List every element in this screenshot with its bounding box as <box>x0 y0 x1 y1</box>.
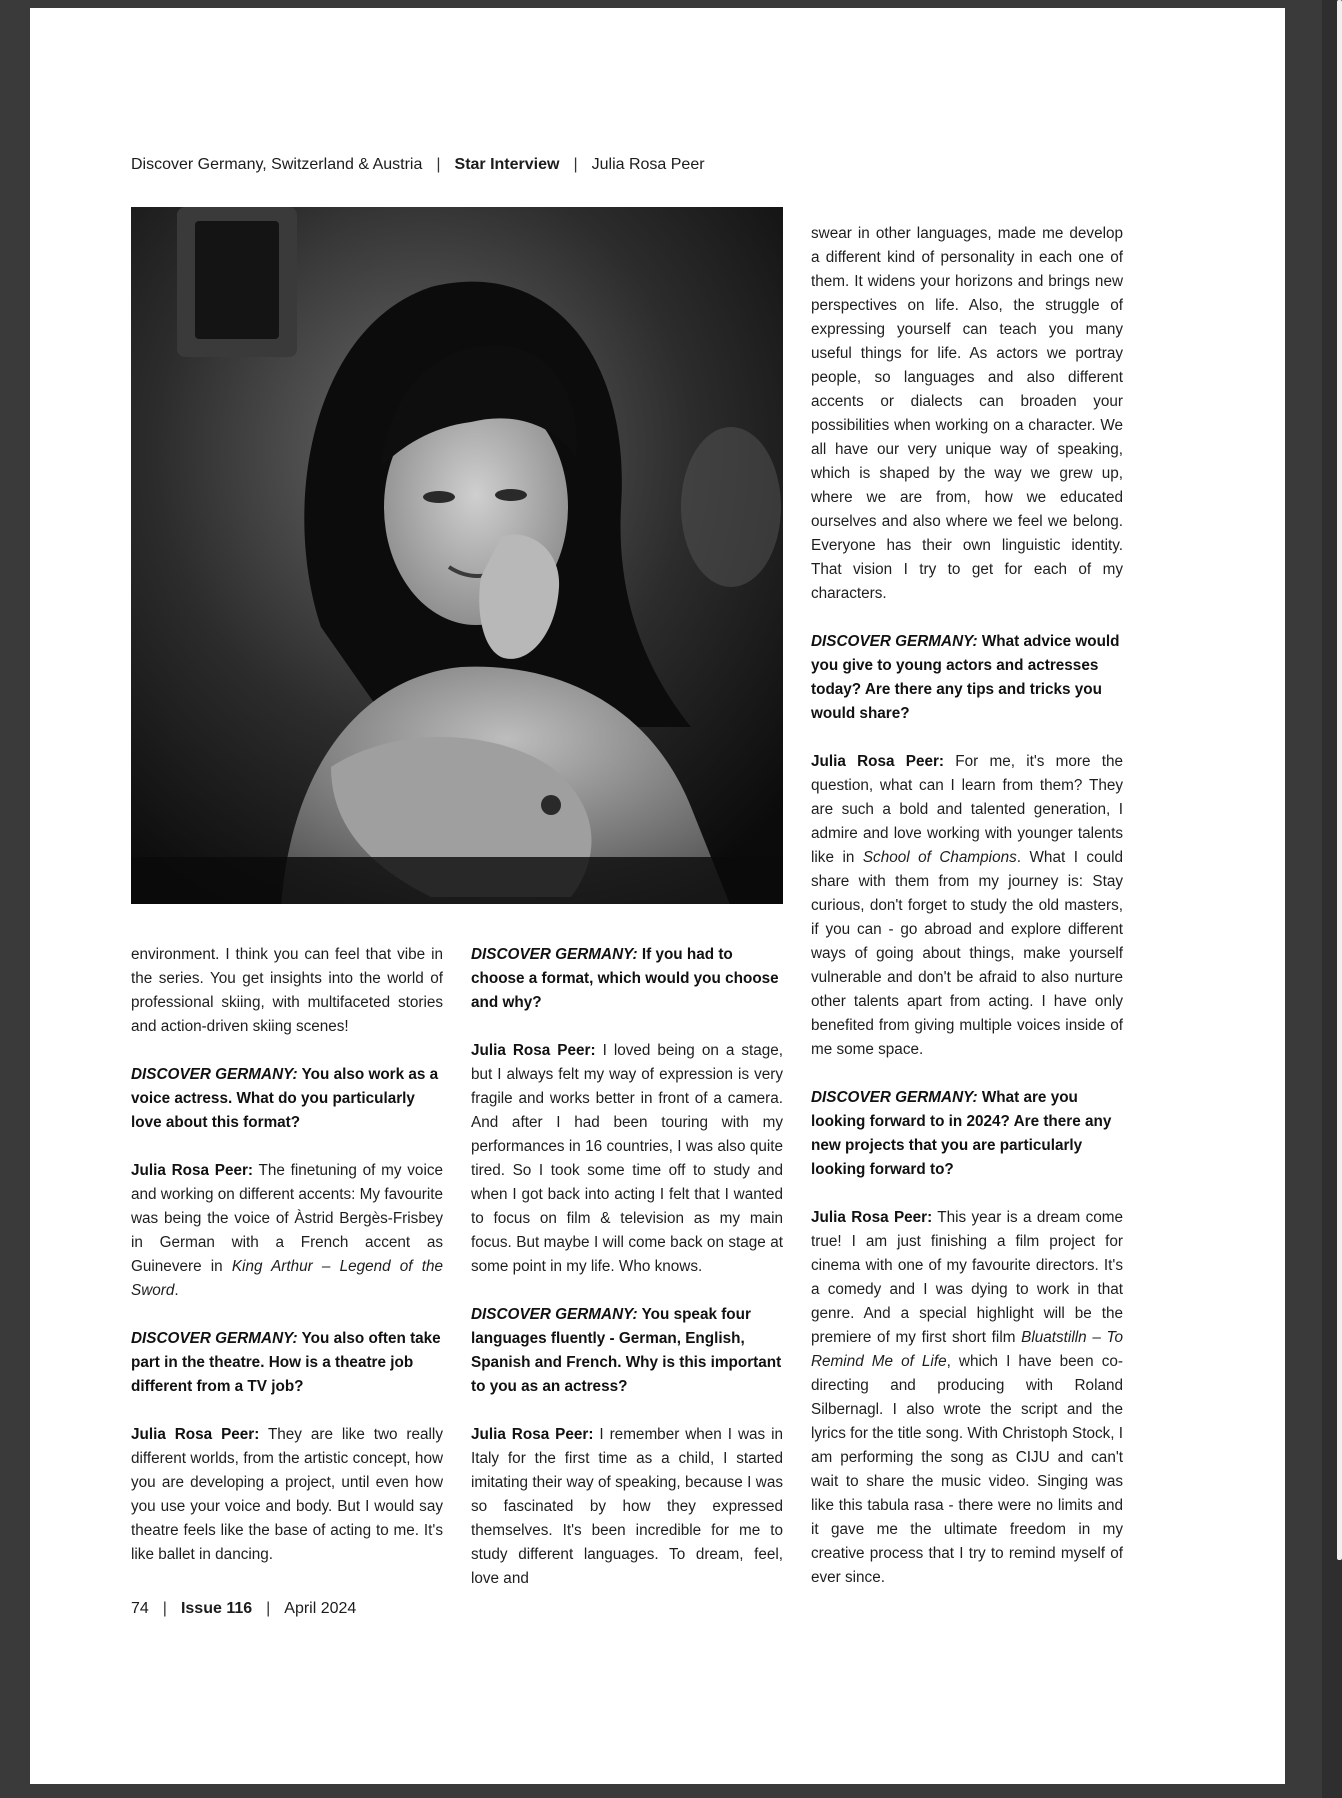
portrait-photo-illustration <box>131 207 783 904</box>
header-publication: Discover Germany, Switzerland & Austria <box>131 156 423 173</box>
header-separator: | <box>436 156 441 173</box>
answer: Julia Rosa Peer: I remember when I was in Italy for the first time as a child, I started imitating their way of speaking, because I was so fascinated by how they expressed themselves. It's been incredible for me to study different languages. To dream, feel, love and <box>471 1426 784 1587</box>
question: DISCOVER GERMANY: What advice would you give to young actors and actresses today? Are there any tips and tricks you would share? <box>811 633 1120 722</box>
header-subject: Julia Rosa Peer <box>591 156 705 173</box>
question: DISCOVER GERMANY: You speak four languages fluently - German, English, Spanish and French. Why is this important to you as an actress? <box>471 1306 782 1395</box>
issue-number: Issue 116 <box>180 1600 253 1617</box>
text-column-2 <box>471 943 783 1591</box>
issue-date: April 2024 <box>284 1600 357 1617</box>
question: DISCOVER GERMANY: You also work as a voice actress. What do you particularly love about this format? <box>131 1066 439 1131</box>
page-number: 74 <box>131 1600 149 1617</box>
page-footer <box>131 1600 356 1618</box>
header-separator: | <box>573 156 578 173</box>
answer: Julia Rosa Peer: For me, it's more the question, what can I learn from them? They are such a bold and talented generation, I admire and love working with younger talents like in School of Champions. What I could share with them from my journey is: Stay curious, don't forget to study the old masters, if you can - go abroad and explore different ways of going about things, make yourself vulnerable and don't be afraid to also nurture other talents apart from acting. I have only benefited from giving multiple voices inside of me some space. <box>811 753 1124 1058</box>
paragraph: environment. I think you can feel that vibe in the series. You get insights into the world of professional skiing, with multifaceted stories and action-driven skiing scenes! <box>131 946 443 1035</box>
page-header <box>131 156 931 174</box>
text-column-3 <box>811 222 1123 1590</box>
paragraph: swear in other languages, made me develop a different kind of personality in each one of them. It widens your horizons and brings new perspectives on life. Also, the struggle of expressing yourself can teach you many useful things for life. As actors we portray people, so languages and also different accents or dialects can broaden your possibilities when working on a character. We all have our very unique way of speaking, which is shaped by the way we grew up, where we are from, how we educated ourselves and also where we feel we belong. Everyone has their own linguistic identity. That vision I try to get for each of my characters. <box>811 225 1123 602</box>
question: DISCOVER GERMANY: If you had to choose a format, which would you choose and why? <box>471 946 779 1011</box>
footer-separator: | <box>266 1600 271 1617</box>
answer: Julia Rosa Peer: I loved being on a stage, but I always felt my way of expression is very fragile and works better in front of a camera. And after I had been touring with my performances in 16 countries, I was also quite tired. So I took some time off to study and when I got back into acting I felt that I wanted to focus on film & television as my main focus. But maybe I will come back on stage at some point in my life. Who knows. <box>471 1042 784 1275</box>
question: DISCOVER GERMANY: You also often take part in the theatre. How is a theatre job different from a TV job? <box>131 1330 441 1395</box>
text-column-1 <box>131 943 443 1567</box>
footer-separator: | <box>162 1600 167 1617</box>
question: DISCOVER GERMANY: What are you looking forward to in 2024? Are there any new projects that you are particularly looking forward to? <box>811 1089 1112 1178</box>
answer: Julia Rosa Peer: The finetuning of my voice and working on different accents: My favourite was being the voice of Àstrid Bergès-Frisbey in German with a French accent as Guinevere in King Arthur – Legend of the Sword. <box>131 1162 444 1299</box>
answer: Julia Rosa Peer: This year is a dream come true! I am just finishing a film project for cinema with one of my favourite directors. It's a comedy and I was dying to work in that genre. And a special highlight will be the premiere of my first short film Bluatstilln – To Remind Me of Life, which I have been co-directing and producing with Roland Silbernagl. I also wrote the script and the lyrics for the title song. With Christoph Stock, I am performing the song as CIJU and can't wait to share the music video. Singing was like this tabula rasa - there were no limits and it gave me the ultimate freedom in my creative process that I try to remind myself of ever since. <box>811 1209 1123 1586</box>
header-section: Star Interview <box>454 156 560 173</box>
portrait-photo <box>131 207 783 904</box>
scrollbar-thumb[interactable] <box>1337 0 1342 1560</box>
answer: Julia Rosa Peer: They are like two really different worlds, from the artistic concept, how you are developing a project, until even how you use your voice and body. But I would say theatre feels like the base of acting to me. It's like ballet in dancing. <box>131 1426 443 1563</box>
